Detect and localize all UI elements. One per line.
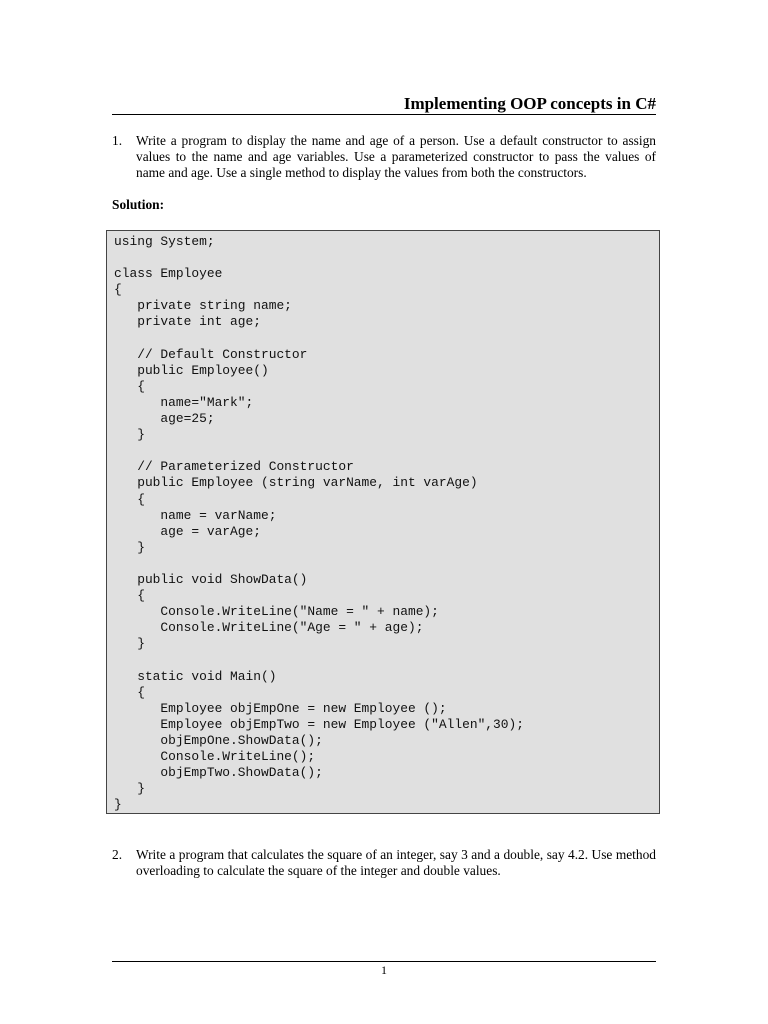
question-number: 2.: [112, 847, 123, 862]
question-number: 1.: [112, 133, 123, 148]
question-text: Write a program to display the name and age of a person. Use a default constructor to assign values to the name and age variables. Use a parameterized constructor to pass the values of name and age. Use a single method to display the values from both the constructors.: [136, 133, 656, 180]
question-2: [112, 847, 656, 879]
question-1: [112, 133, 656, 181]
page-number: 1: [381, 963, 387, 977]
question-text: Write a program that calculates the square of an integer, say 3 and a double, say 4.2. Use method overloading to calculate the square of the integer and double values.: [136, 847, 656, 878]
code-listing: using System; class Employee { private string name; private int age; // Default Constructor public Employee() { name="Mark"; age=25; } // Parameterized Constructor public Employee (string varName, int varAge) { name = varName; age = varAge; } public void ShowData() { Console.WriteLine("Name = " + name); Console.WriteLine("Age = " + age); } static void Main() { Employee objEmpOne = new Employee (); Employee objEmpTwo = new Employee ("Allen",30); objEmpOne.ShowData(); Console.WriteLine(); objEmpTwo.ShowData(); } }: [114, 234, 524, 813]
footer-divider: [112, 961, 656, 962]
solution-label: Solution:: [112, 197, 165, 212]
header-divider: [112, 114, 656, 115]
code-block: [106, 230, 660, 814]
page-header-title: Implementing OOP concepts in C#: [403, 94, 656, 113]
